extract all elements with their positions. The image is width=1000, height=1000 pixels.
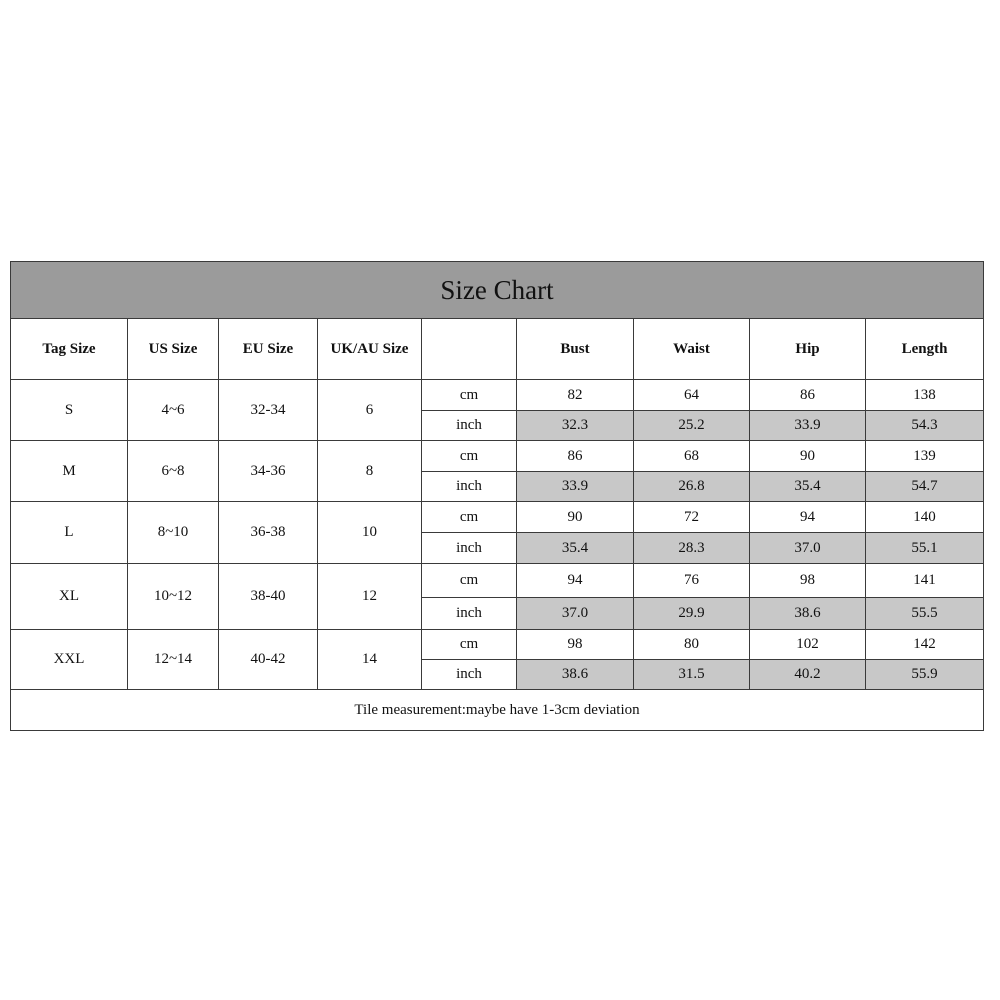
waist-inch-cell: 26.8 (634, 472, 750, 502)
hip-inch-cell: 35.4 (750, 472, 866, 502)
length-cm-cell: 142 (866, 630, 984, 660)
length-cm-cell: 139 (866, 441, 984, 472)
length-inch-cell: 54.7 (866, 472, 984, 502)
us-size-cell: 10~12 (128, 564, 219, 630)
length-cm-cell: 141 (866, 564, 984, 598)
waist-inch-cell: 25.2 (634, 411, 750, 441)
length-cm-cell: 140 (866, 502, 984, 533)
eu-size-cell: 32-34 (219, 380, 318, 441)
bust-inch-cell: 32.3 (517, 411, 634, 441)
footer-note: Tile measurement:maybe have 1-3cm deviation (11, 690, 984, 731)
length-inch-cell: 55.9 (866, 660, 984, 690)
header-length: Length (866, 319, 984, 380)
unit-label: cm (422, 502, 517, 533)
table-row-cm (11, 630, 984, 660)
uk-au-size-cell: 10 (318, 502, 422, 564)
hip-cm-cell: 98 (750, 564, 866, 598)
hip-cm-cell: 94 (750, 502, 866, 533)
length-cm-cell: 138 (866, 380, 984, 411)
table-row-cm (11, 441, 984, 472)
tag-size-cell: L (11, 502, 128, 564)
uk-au-size-cell: 6 (318, 380, 422, 441)
hip-inch-cell: 38.6 (750, 598, 866, 630)
header-uk-au-size: UK/AU Size (318, 319, 422, 380)
bust-cm-cell: 86 (517, 441, 634, 472)
bust-inch-cell: 37.0 (517, 598, 634, 630)
size-chart-table (10, 261, 984, 731)
waist-inch-cell: 28.3 (634, 533, 750, 564)
tag-size-cell: XL (11, 564, 128, 630)
uk-au-size-cell: 8 (318, 441, 422, 502)
table-row-cm (11, 502, 984, 533)
bust-inch-cell: 33.9 (517, 472, 634, 502)
table-row-cm (11, 564, 984, 598)
bust-cm-cell: 90 (517, 502, 634, 533)
unit-label: cm (422, 380, 517, 411)
bust-inch-cell: 35.4 (517, 533, 634, 564)
waist-cm-cell: 64 (634, 380, 750, 411)
header-us-size: US Size (128, 319, 219, 380)
tag-size-cell: S (11, 380, 128, 441)
hip-cm-cell: 102 (750, 630, 866, 660)
hip-cm-cell: 90 (750, 441, 866, 472)
us-size-cell: 12~14 (128, 630, 219, 690)
length-inch-cell: 55.1 (866, 533, 984, 564)
length-inch-cell: 55.5 (866, 598, 984, 630)
header-waist: Waist (634, 319, 750, 380)
uk-au-size-cell: 12 (318, 564, 422, 630)
unit-label: cm (422, 630, 517, 660)
header-row (11, 319, 984, 380)
header-eu-size: EU Size (219, 319, 318, 380)
unit-label: cm (422, 441, 517, 472)
header-hip: Hip (750, 319, 866, 380)
bust-cm-cell: 98 (517, 630, 634, 660)
waist-cm-cell: 68 (634, 441, 750, 472)
hip-inch-cell: 40.2 (750, 660, 866, 690)
waist-inch-cell: 29.9 (634, 598, 750, 630)
unit-label: inch (422, 598, 517, 630)
us-size-cell: 4~6 (128, 380, 219, 441)
unit-label: cm (422, 564, 517, 598)
header-bust: Bust (517, 319, 634, 380)
eu-size-cell: 36-38 (219, 502, 318, 564)
waist-inch-cell: 31.5 (634, 660, 750, 690)
us-size-cell: 6~8 (128, 441, 219, 502)
tag-size-cell: XXL (11, 630, 128, 690)
tag-size-cell: M (11, 441, 128, 502)
waist-cm-cell: 72 (634, 502, 750, 533)
unit-label: inch (422, 533, 517, 564)
unit-label: inch (422, 660, 517, 690)
eu-size-cell: 38-40 (219, 564, 318, 630)
table-row-cm (11, 380, 984, 411)
waist-cm-cell: 76 (634, 564, 750, 598)
length-inch-cell: 54.3 (866, 411, 984, 441)
us-size-cell: 8~10 (128, 502, 219, 564)
header-tag-size: Tag Size (11, 319, 128, 380)
bust-inch-cell: 38.6 (517, 660, 634, 690)
header-unit (422, 319, 517, 380)
hip-cm-cell: 86 (750, 380, 866, 411)
size-rows (11, 380, 984, 690)
chart-title: Size Chart (11, 262, 984, 319)
bust-cm-cell: 94 (517, 564, 634, 598)
unit-label: inch (422, 411, 517, 441)
eu-size-cell: 40-42 (219, 630, 318, 690)
hip-inch-cell: 37.0 (750, 533, 866, 564)
hip-inch-cell: 33.9 (750, 411, 866, 441)
waist-cm-cell: 80 (634, 630, 750, 660)
eu-size-cell: 34-36 (219, 441, 318, 502)
bust-cm-cell: 82 (517, 380, 634, 411)
uk-au-size-cell: 14 (318, 630, 422, 690)
unit-label: inch (422, 472, 517, 502)
